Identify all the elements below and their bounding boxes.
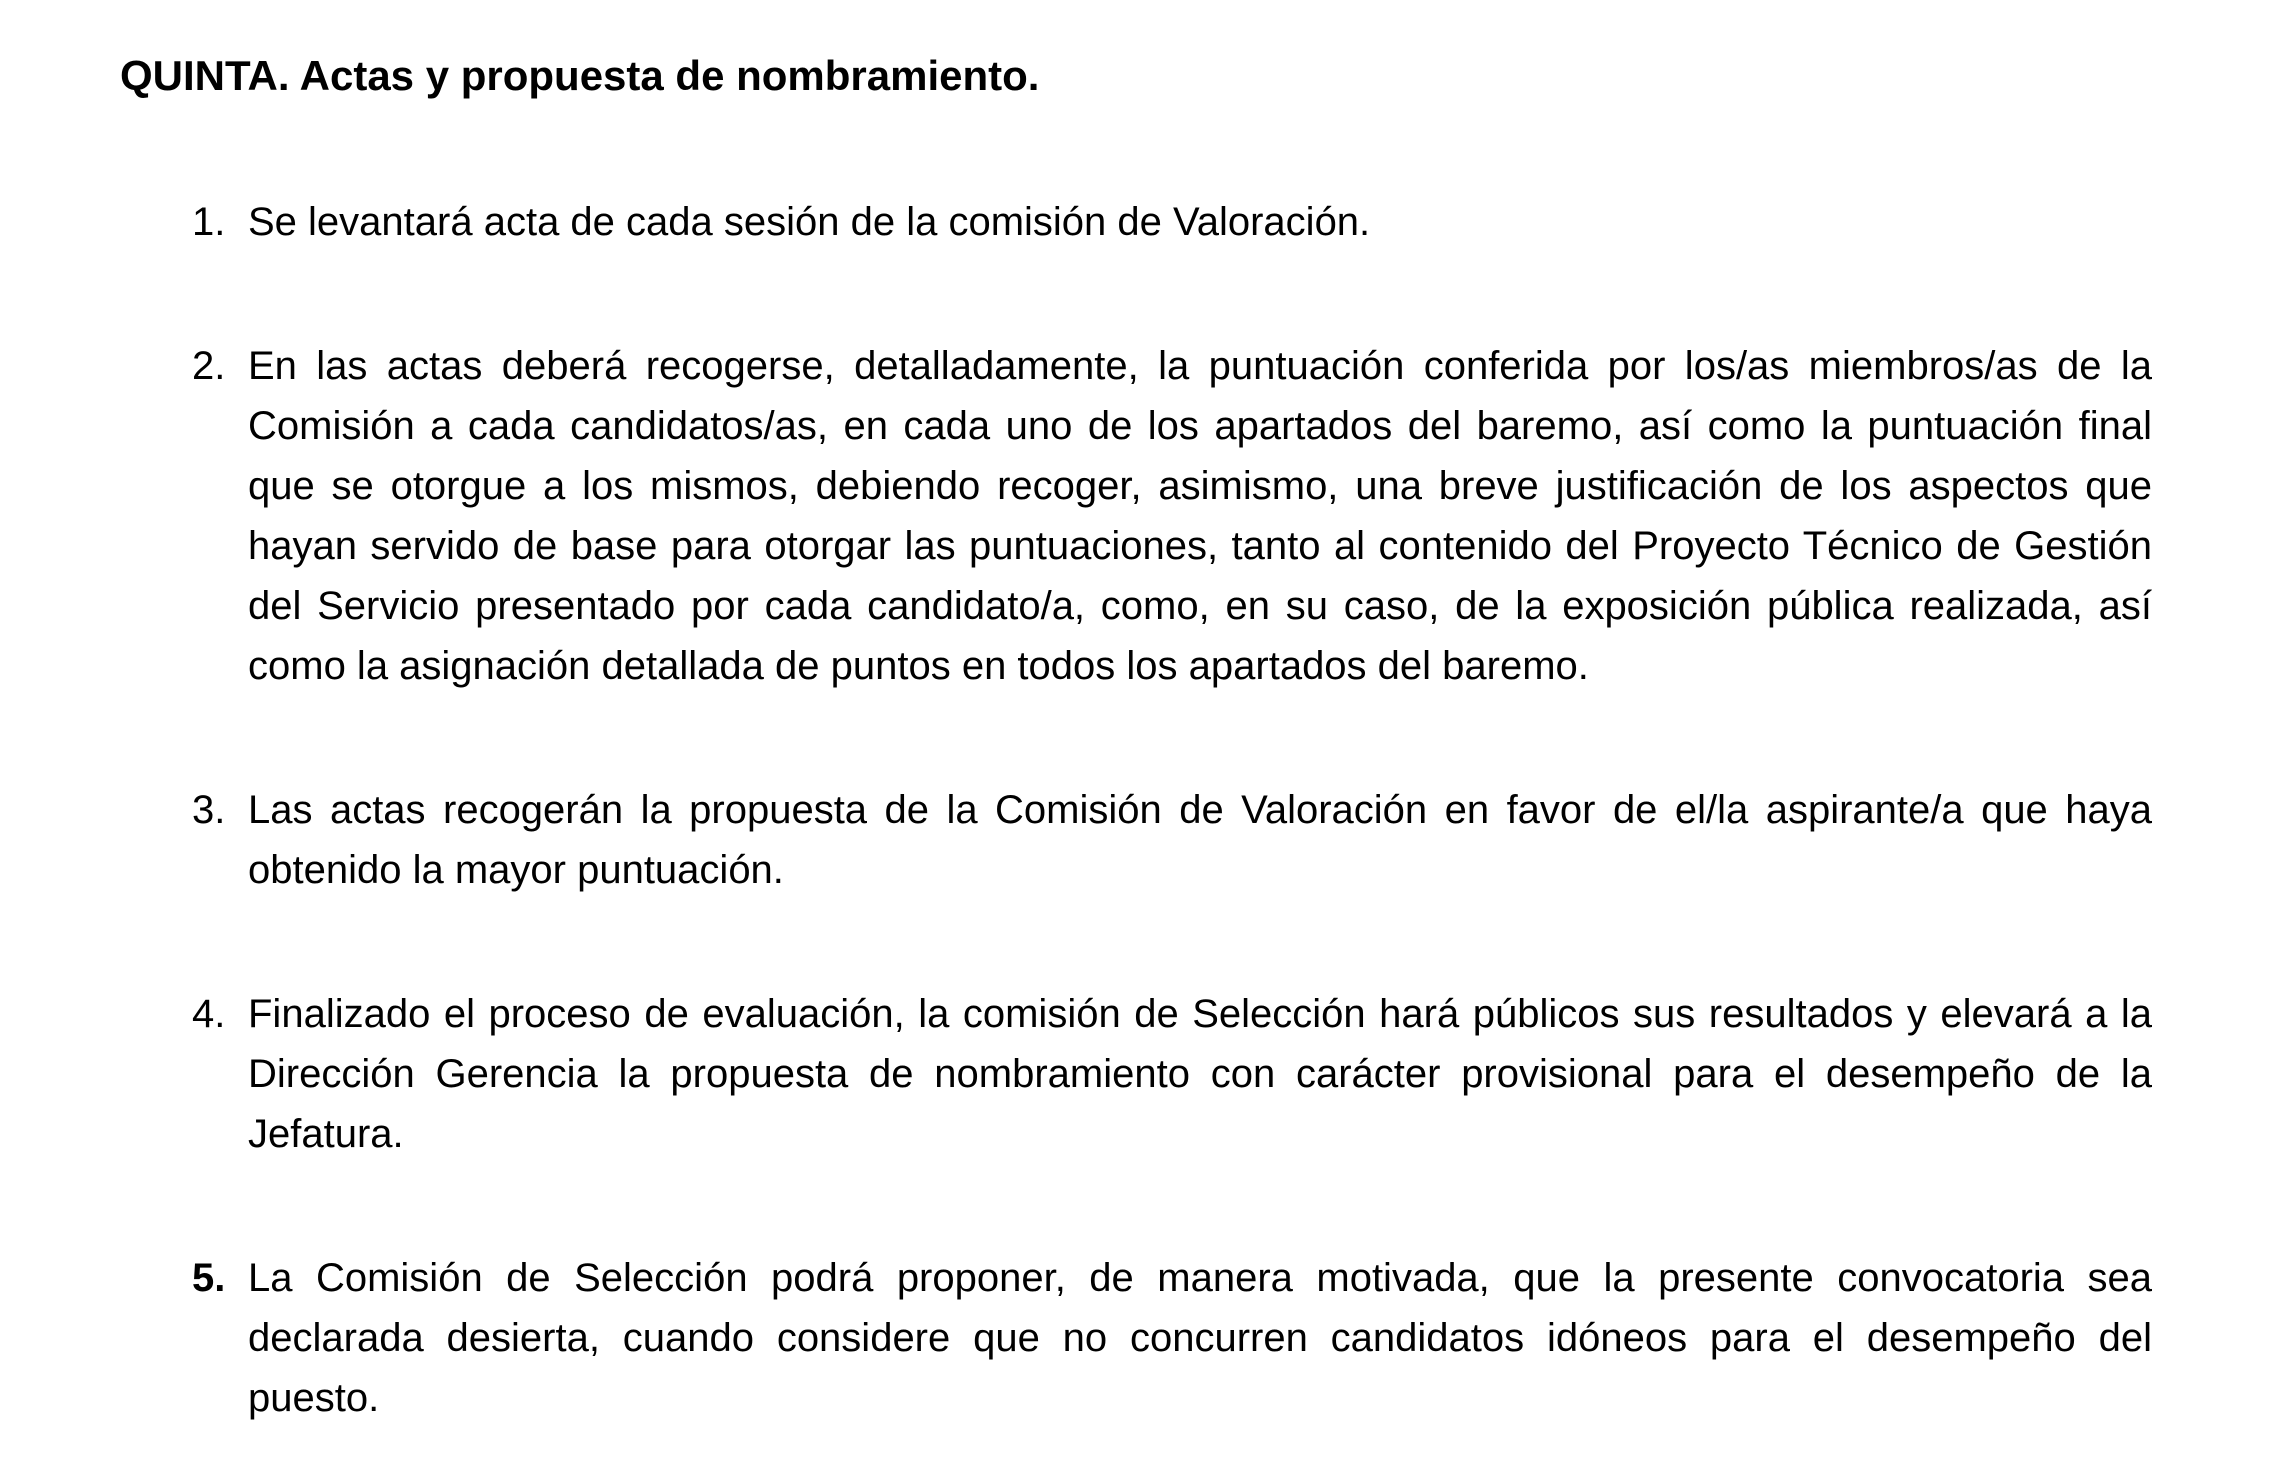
item-marker: 5.: [192, 1256, 226, 1301]
item-marker: 2.: [192, 344, 226, 389]
item-text: En las actas deberá recogerse, detalladamente, la puntuación conferida por los/as miembros/as de la Comisión a cada candidatos/as, en cada uno de los apartados del baremo, así como la puntuación final que se otorgue a los mismos, debiendo recoger, asimismo, una breve justificación de los aspectos que hayan servido de base para otorgar las puntuaciones, tanto al contenido del Proyecto Técnico de Gestión del Servicio presentado por cada candidato/a, como, en su caso, de la exposición pública realizada, así como la asignación detallada de puntos en todos los apartados del baremo.: [248, 344, 2152, 689]
item-marker: 3.: [192, 788, 226, 833]
list-item: [192, 1248, 2152, 1428]
list-item: [192, 336, 2152, 696]
list-item: [192, 984, 2152, 1164]
numbered-list: [192, 192, 2152, 1428]
list-item: [192, 780, 2152, 900]
document-heading: QUINTA. Actas y propuesta de nombramiento.: [120, 52, 1040, 99]
item-text: Se levantará acta de cada sesión de la comisión de Valoración.: [248, 200, 1371, 245]
item-text: Finalizado el proceso de evaluación, la comisión de Selección hará públicos sus resultados y elevará a la Dirección Gerencia la propuesta de nombramiento con carácter provisional para el desempeño de la Jefatura.: [248, 992, 2152, 1157]
item-text: La Comisión de Selección podrá proponer, de manera motivada, que la presente convocatoria sea declarada desierta, cuando considere que no concurren candidatos idóneos para el desempeño del puesto.: [248, 1256, 2152, 1421]
item-marker: 4.: [192, 992, 226, 1037]
item-marker: 1.: [192, 200, 226, 245]
item-text: Las actas recogerán la propuesta de la Comisión de Valoración en favor de el/la aspirante/a que haya obtenido la mayor puntuación.: [248, 788, 2152, 893]
list-item: [192, 192, 2152, 252]
